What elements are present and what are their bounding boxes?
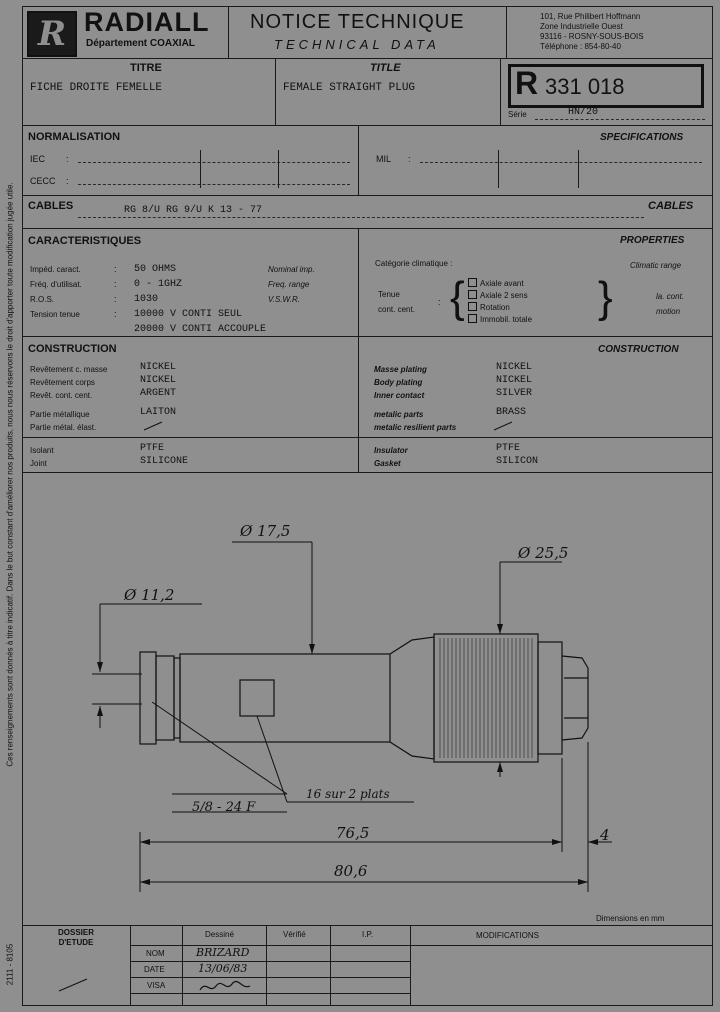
tenue-label: Tenue <box>378 290 400 299</box>
titre-value: FICHE DROITE FEMELLE <box>30 82 163 94</box>
serie-label: Série <box>508 110 527 119</box>
title-en: TECHNICAL DATA <box>274 37 440 52</box>
construction-label: CONSTRUCTION <box>28 343 117 355</box>
address: 101, Rue Philibert Hoffmann Zone Industrielle Ouest 93116 - ROSNY-SOUS-BOIS Téléphone : 854-80-40 <box>540 12 644 51</box>
visa-label: VISA <box>147 981 166 990</box>
serie-value: HN/20 <box>568 107 599 118</box>
reference-box <box>508 64 704 108</box>
checkbox[interactable] <box>468 314 477 323</box>
carac-values: 50 OHMS 0 - 1GHZ 1030 10000 V CONTI SEUL 20000 V CONTI ACCOUPLE <box>134 264 267 335</box>
verifie-label: Vérifié <box>283 930 306 939</box>
option-rotation[interactable]: Rotation <box>468 302 532 314</box>
department: Département COAXIAL <box>86 38 195 49</box>
dim-thread: 5/8 - 24 F <box>192 800 256 815</box>
construction-left-labels: Revêtement c. masse Revêtement corps Revêt. cont. cent. Partie métallique Partie métal. élast. Isolant Joint <box>30 365 108 468</box>
ref-letter: R <box>515 65 539 101</box>
specifications-label: SPECIFICATIONS <box>600 132 684 143</box>
titre-label: TITRE <box>130 62 162 74</box>
cecc-label: CECC <box>30 176 56 186</box>
iec-label: IEC <box>30 154 46 164</box>
mil-label: MIL <box>376 154 392 164</box>
side-disclaimer: Ces renseignements sont donnés à titre indicatif. Dans le but constant d'améliorer nos produits, nous nous réservons le droit d'apporter toute modification jugée utile. <box>5 182 15 767</box>
wrench-flat <box>240 680 274 716</box>
cables-label: CABLES <box>28 200 74 212</box>
title-fr: NOTICE TECHNIQUE <box>250 11 465 33</box>
dossier-label: DOSSIER D'ETUDE <box>57 928 94 947</box>
knurled-nut <box>434 634 538 762</box>
visa-signature <box>196 978 256 996</box>
ref-number: 331 018 <box>545 74 625 99</box>
construction-left-values: NICKEL NICKEL ARGENT LAITON PTFE SILICONE <box>140 362 189 467</box>
dessine-label: Dessiné <box>205 930 234 939</box>
carac-fr-labels: Impéd. caract. Fréq. d'utilisat. R.O.S. Tension tenue <box>30 265 82 319</box>
dim-flats: 16 sur 2 plats <box>306 787 390 801</box>
construction-label-en: CONSTRUCTION <box>598 344 679 355</box>
dim-d255: Ø 25,5 <box>518 544 569 562</box>
caracteristiques-label: CARACTERISTIQUES <box>28 235 142 247</box>
ip-label: I.P. <box>362 930 373 939</box>
date-label: DATE <box>144 965 165 974</box>
connector-drawing <box>22 472 712 922</box>
cont-label: cont. cent. <box>378 305 415 314</box>
dim-d175: Ø 17,5 <box>240 522 291 540</box>
option-axiale-2-sens[interactable]: Axiale 2 sens <box>468 290 532 302</box>
normalisation-label: NORMALISATION <box>28 131 121 143</box>
motion: motion <box>656 307 681 316</box>
la-cont: la. cont. <box>656 292 685 301</box>
option-axiale-avant[interactable]: Axiale avant <box>468 278 532 290</box>
nom-label: NOM <box>146 949 165 958</box>
nom-value: BRIZARD <box>196 946 250 959</box>
connector-body <box>180 654 390 742</box>
modifications-label: MODIFICATIONS <box>476 931 539 940</box>
cables-value: RG 8/U RG 9/U K 13 - 77 <box>124 205 263 216</box>
dim-806: 80,6 <box>334 862 368 880</box>
brand-name: RADIALL <box>84 7 210 37</box>
radiall-logo: R <box>27 11 77 57</box>
dim-765: 76,5 <box>336 824 370 842</box>
checkbox[interactable] <box>468 278 477 287</box>
construction-right-values: NICKEL NICKEL SILVER BRASS PTFE SILICON <box>496 362 539 467</box>
checkbox[interactable] <box>468 290 477 299</box>
climatic-en: Climatic range <box>630 261 682 270</box>
form-number: 2111 - 8105 <box>5 943 15 986</box>
properties-label: PROPERTIES <box>620 235 685 246</box>
dim-d112: Ø 11,2 <box>124 586 175 604</box>
climatic-options <box>468 278 532 326</box>
cables-label-en: CABLES <box>648 200 694 212</box>
units-note: Dimensions en mm <box>596 914 665 923</box>
coupling-nut <box>140 652 156 744</box>
title-value: FEMALE STRAIGHT PLUG <box>283 82 416 94</box>
construction-right-labels: Masse plating Body plating Inner contact metalic parts metalic resilient parts Insulator Gasket <box>374 365 457 468</box>
dim-4: 4 <box>600 826 610 844</box>
carac-en-labels: Nominal imp. Freq. range V.S.W.R. <box>268 265 315 304</box>
climatic-fr: Catégorie climatique : <box>375 259 453 268</box>
date-value: 13/06/83 <box>198 962 248 975</box>
checkbox[interactable] <box>468 302 477 311</box>
title-label: TITLE <box>370 62 401 74</box>
option-immobil[interactable]: Immobil. totale <box>468 314 532 326</box>
